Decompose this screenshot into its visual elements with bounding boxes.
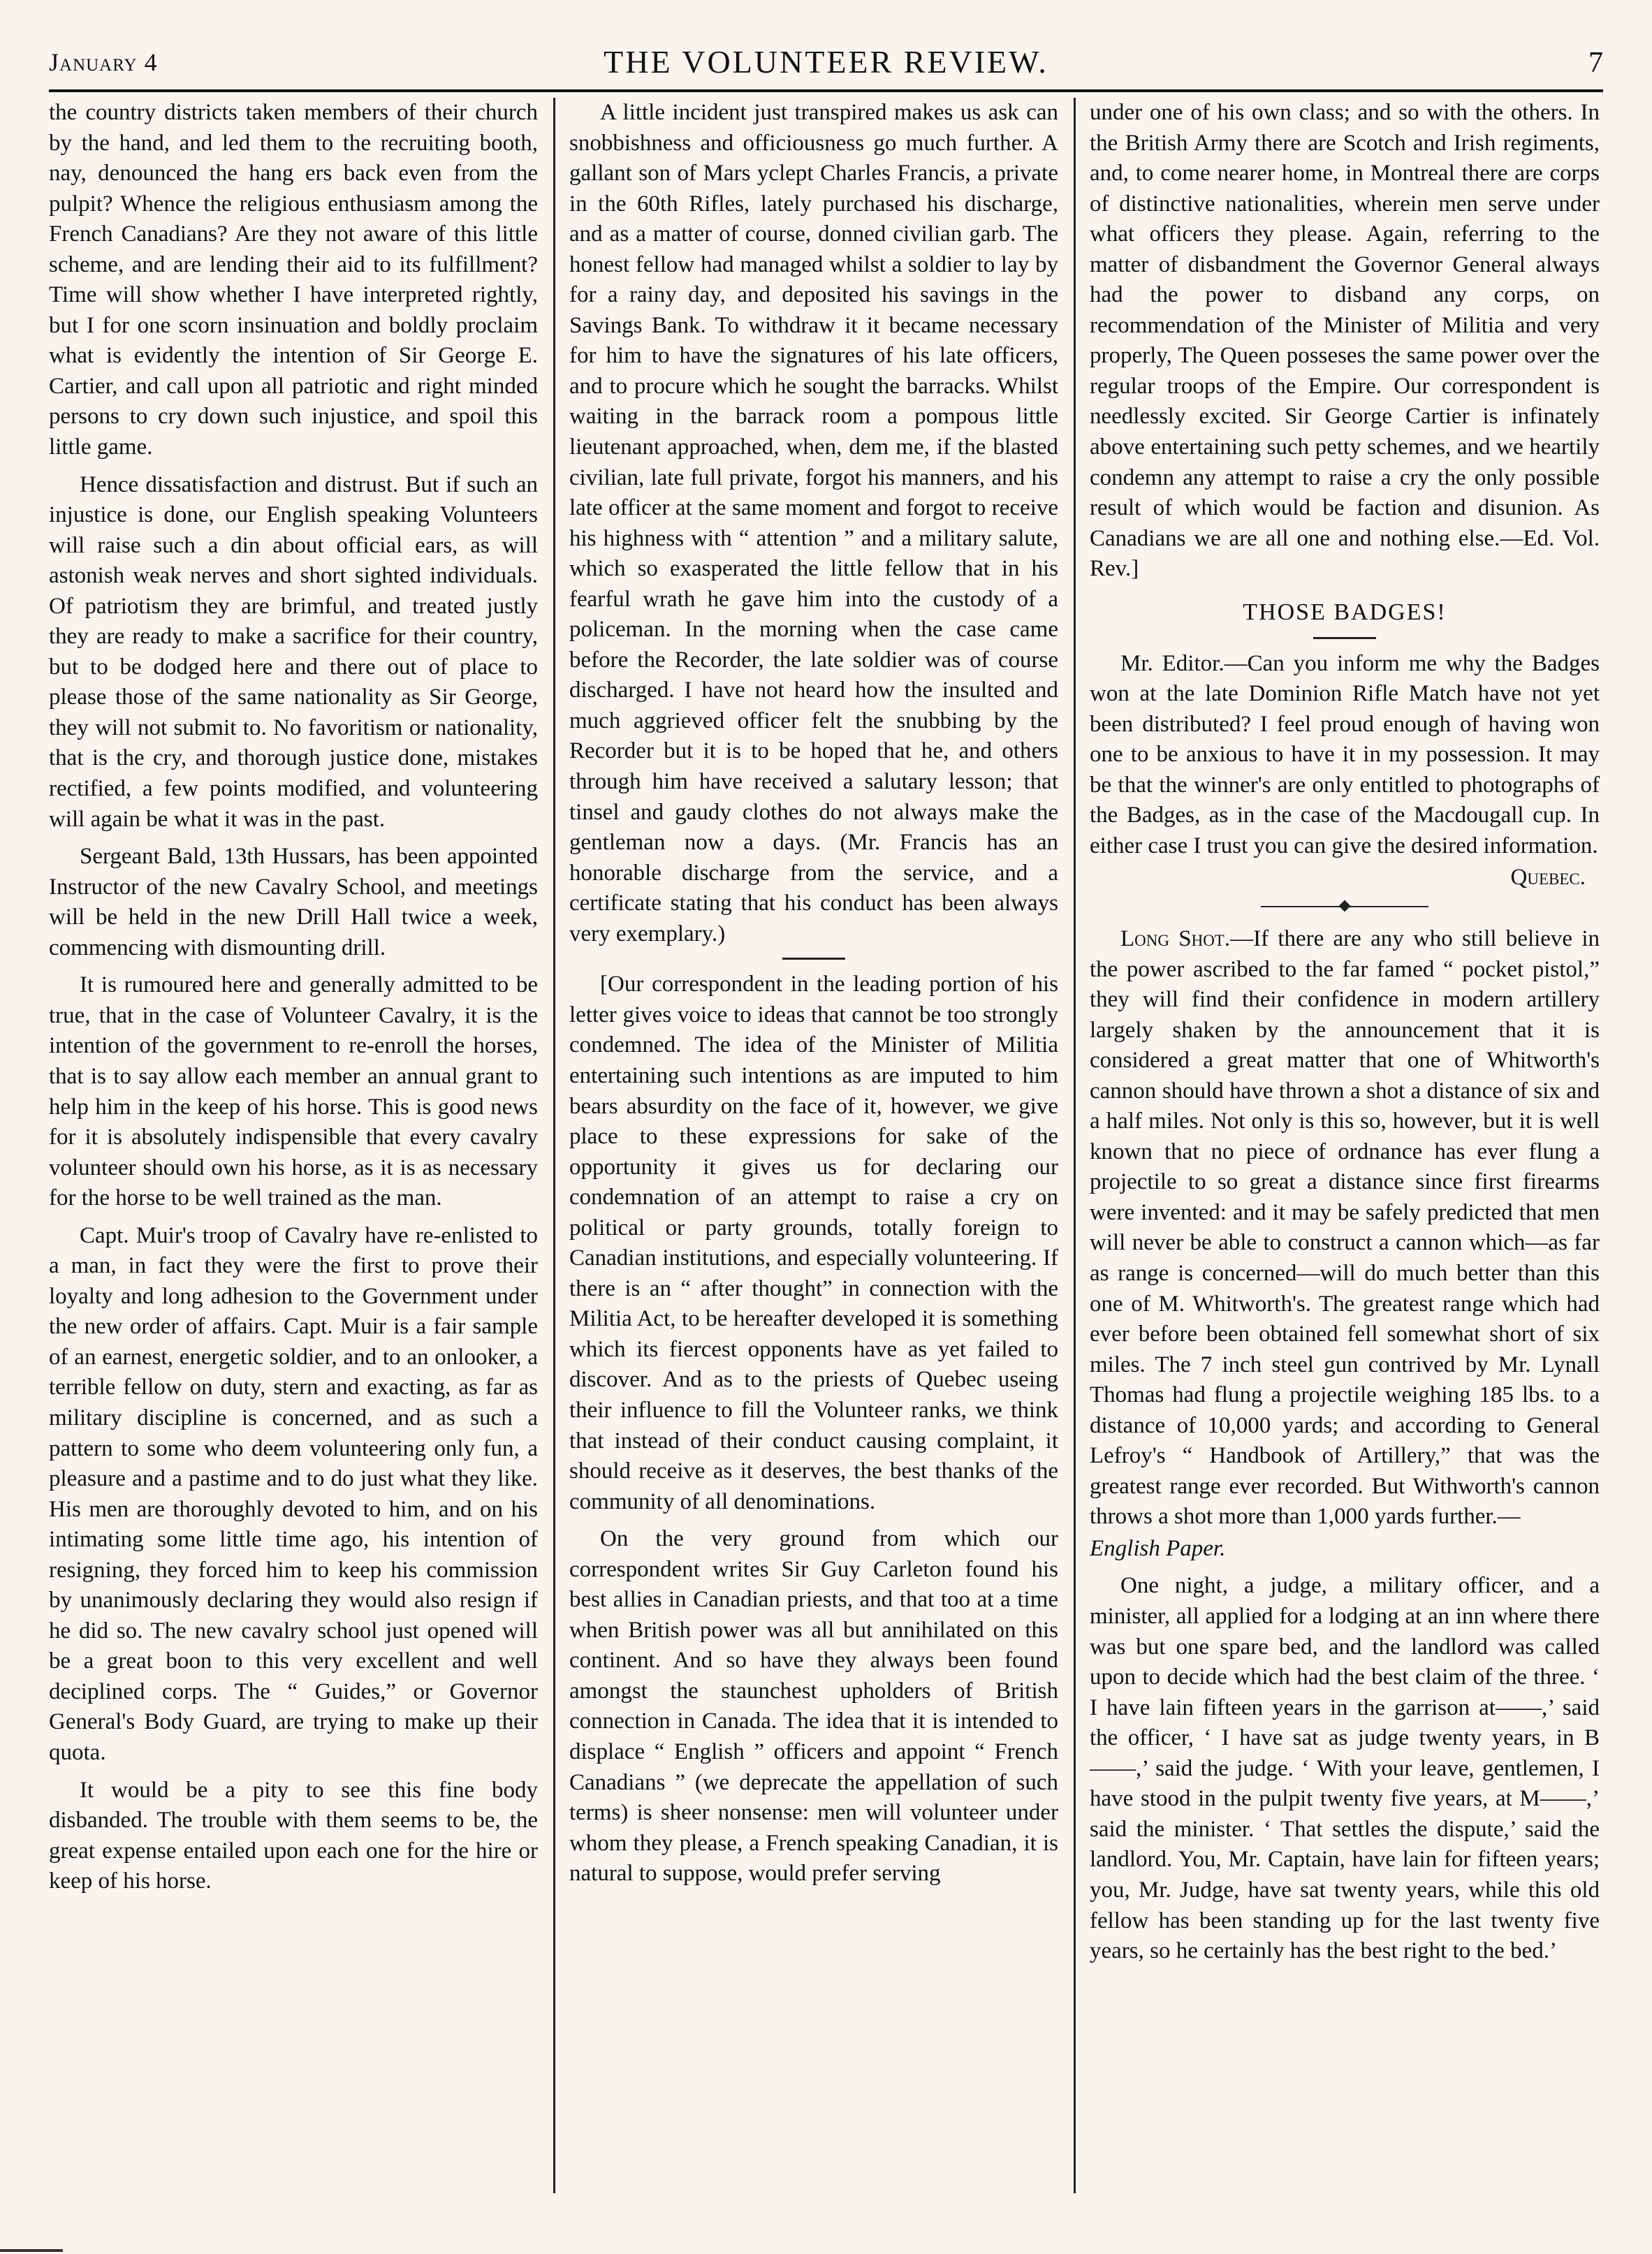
paragraph: A little incident just transpired makes us ask can snobbishness and officiousness go much further. A gallant son of Mars yclept Charles Francis, a private in the 60th Rifles, lately purchased his discharge, and as a matter of course, donned civilian garb. The honest fellow had managed whilst a soldier to lay by for a rainy day, and deposited his savings in the Savings Bank. To withdraw it it became necessary for him to have the signatures of his late officers, and to procure which he sought the barracks. Whilst waiting in the barrack room a pompous little lieutenant approached, when, dem me, if the blasted civilian, late full private, forgot his manners, and his late officer at the same moment and forgot to receive his highness with “ attention ” and a military salute, which so exasperated the little fellow that in his fearful wrath he gave him into the custody of a policeman. In the morning when the case came before the Recorder, the late soldier was of course discharged. I have not heard how the insulted and much aggrieved officer felt the snubbing by the Recorder but it is to be hoped that he, and others through him have received a salutary lesson; that tinsel and gaudy clothes do not always make the gentleman now a days. (Mr. Francis has an honorable discharge from the service, and a certificate stating that his conduct has been always very exemplary.)	[569, 100, 1058, 946]
page-header	[49, 43, 1603, 85]
paragraph: It is rumoured here and generally admitted to be true, that in the case of Volunteer Cavalry, it is the intention of the government to re-enroll the horses, that is to say allow each member an annual grant to help him in the keep of his horse. This is good news for it is absolutely indispensible that every cavalry volunteer should own his horse, as it is as necessary for the horse to be well trained as the man.	[49, 972, 538, 1211]
publication-title: THE VOLUNTEER REVIEW.	[604, 44, 1048, 80]
article-body: —If there are any who still believe in the power ascribed to the far famed “ pocket pistol,” they will find their confidence in modern artillery largely shaken by the announcement that it is considered a great matter that one of Whitworth's cannon should have thrown a shot a distance of six and a half miles. Not only is this so, however, but it is well known that no piece of ordnance has ever flung a projectile to so great a distance since first firearms were invented: and it may be safely predicted that men will never be able to construct a cannon which—as far as range is concerned—will do much better than this one of M. Whitworth's. The greatest range which had ever before been obtained fell somewhat short of six miles. The 7 inch steel gun contrived by Mr. Lynall Thomas had flung a projectile weighing 185 lbs. to a distance of 10,000 yards; and according to General Lefroy's “ Handbook of Artillery,” that was the greatest range ever recorded. But Withworth's cannon throws a shot more than 1,000 yards further.—	[1090, 926, 1600, 1530]
paragraph: Hence dissatisfaction and distrust. But if such an injustice is done, our English speaking Volunteers will raise such a din about official ears, as will astonish weak nerves and short sighted individuals. Of patriotism they are brimful, and treated justly they are ready to make a sacrifice for their country, but to be dodged here and there out of place to please those of the same nationality as Sir George, they will not submit to. No favoritism or nationality, that is the cry, and thorough justice done, mistakes rectified, a few points modified, and volunteering will again be what it was in the past.	[49, 471, 538, 832]
page-number: 7	[1588, 47, 1603, 79]
paragraph: Sergeant Bald, 13th Hussars, has been appointed Instructor of the new Cavalry School, and meetings will be held in the new Drill Hall twice a week, commencing with dismounting drill.	[49, 844, 538, 960]
article-lead: Long Shot.	[1120, 926, 1231, 951]
paragraph: One night, a judge, a military officer, and a minister, all applied for a lodging at an inn where there was but one spare bed, and the landlord was called upon to decide which had the best claim of the three. ‘ I have lain fifteen years in the garrison at——,’ said the officer, ‘ I have sat as judge twenty years, in B——,’ said the judge. ‘ With your leave, gentlemen, I have stood in the pulpit twenty five years, at M——,’ said the minister. ‘ That settles the dispute,’ said the landlord. You, Mr. Captain, have lain for fifteen years; you, Mr. Judge, have sat twenty years, while this old fellow has been standing up for the last twenty five years, so he certainly has the best right to the bed.’	[1090, 1573, 1600, 1964]
column-divider	[553, 98, 555, 2193]
paragraph: Capt. Muir's troop of Cavalry have re-enlisted to a man, in fact they were the first to prove their loyalty and long adhesion to the Government under the new order of affairs. Capt. Muir is a fair sample of an earnest, energetic soldier, and to an onlooker, a terrible fellow on duty, stern and exacting, as far as military discipline is concerned, and as such a pattern to some who deem volunteering only fun, a pleasure and a pastime and to do just what they like. His men are thoroughly devoted to him, and on his intimating some little time ago, his intention of resigning, they forced him to keep his commission by unanimously declaring they would also resign if he did so. The new cavalry school just opened will be a great boon to this very excellent and well deciplined corps. The “ Guides,” or Governor General's Body Guard, are trying to make up their quota.	[49, 1222, 538, 1765]
issue-date: January 4	[49, 48, 158, 76]
footer-rule	[0, 2249, 63, 2252]
section-separator	[782, 958, 845, 960]
column-2	[569, 98, 1058, 2207]
editorial-note: [Our correspondent in the leading portion of his letter gives voice to ideas that cannot be too strongly condemned. The idea of the Minister of Militia entertaining such intentions as are imputed to him bears absurdity on the face of it, however, we give place to these expressions for sake of the opportunity it gives us for declaring our condemnation of an attempt to raise a cry on political or party grounds, totally foreign to Canadian institutions, and especially volunteering. If there is an “ after thought” in connection with the Militia Act, to be hereafter developed it is something which its fiercest opponents have as yet failed to discover. And as to the priests of Quebec useing their influence to fill the Volunteer ranks, we think that instead of their conduct causing complaint, it should receive as it deserves, the best thanks of the community of all denominations.	[569, 972, 1058, 1514]
letter-to-editor: Mr. Editor.—Can you inform me why the Badges won at the late Dominion Rifle Match have not yet been distributed? I feel proud enough of having won one to be anxious to have it in my possession. It may be that the winner's are only entitled to photographs of the Badges, as in the case of the Macdougall cup. In either case I trust you can give the desired information.	[1090, 650, 1600, 858]
ornamental-separator	[1261, 902, 1428, 912]
column-3	[1090, 98, 1600, 2207]
paragraph: It would be a pity to see this fine body disbanded. The trouble with them seems to be, the great expense entailed upon each one for the hire or keep of his horse.	[49, 1777, 538, 1894]
paragraph: On the very ground from which our correspondent writes Sir Guy Carleton found his best allies in Canadian priests, and that too at a time when British power was all but annihilated on this continent. And so have they always been found amongst the staunchest upholders of British connection in Canada. The idea that it is intended to displace “ English ” officers and appoint “ French Canadians ” (we deprecate the appellation of such terms) is sheer nonsense: men will volunteer under whom they please, a French speaking Canadian, it is natural to suppose, would prefer serving	[569, 1526, 1058, 1887]
paragraph: the country districts taken members of their church by the hand, and led them to the recruiting booth, nay, denounced the hang ers back even from the pulpit? Whence the religious enthusiasm among the French Canadians? Are they not aware of this little scheme, and are lending their aid to its fulfillment? Time will show whether I have interpreted rightly, but I for one scorn insinuation and boldly proclaim what is evidently the intention of Sir George E. Cartier, and call upon all patriotic and right minded persons to cry down such injustice, and spoil this little game.	[49, 100, 538, 460]
source-attribution	[1090, 1534, 1600, 1565]
source-name: English Paper.	[1090, 1535, 1226, 1561]
paragraph: under one of his own class; and so with the others. In the British Army there are Scotch and Irish regiments, and, to come nearer home, in Montreal there are corps of distinctive nationalities, wherein men serve under what officers they please. Again, referring to the matter of disbandment the Governor General always had the power to disband any corps, on recommendation of the Minister of Militia and very properly, The Queen posseses the same power over the regular troops of the Empire. Our correspondent is needlessly excited. Sir George Cartier is infinately above entertaining such petty schemes, and we heartily condemn any attempt to raise a cry the only possible result of which would be faction and disunion. As Canadians we are all one and nothing else.—Ed. Vol. Rev.]	[1090, 100, 1600, 582]
article-heading: THOSE BADGES!	[1243, 599, 1447, 625]
section-separator	[1313, 637, 1376, 639]
column-1	[49, 98, 538, 2207]
column-divider	[1074, 98, 1076, 2193]
header-rule	[49, 89, 1603, 92]
paragraph	[1090, 924, 1600, 1532]
letter-signature: Quebec.	[1510, 865, 1586, 891]
